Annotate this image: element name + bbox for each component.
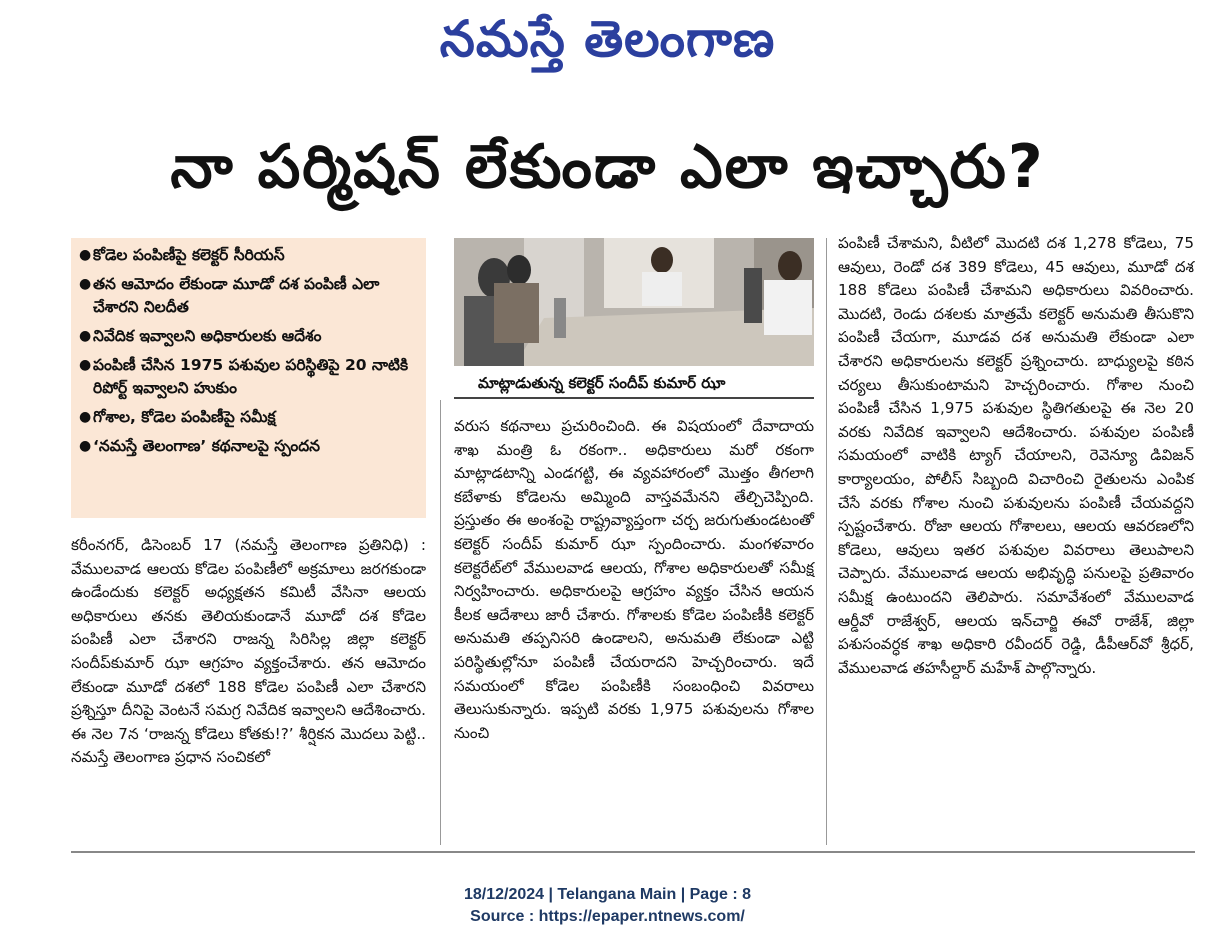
footer-source-line: Source : https://epaper.ntnews.com/ bbox=[470, 908, 745, 925]
highlight-item bbox=[79, 435, 418, 458]
highlight-item bbox=[79, 273, 418, 319]
news-photo bbox=[454, 238, 814, 366]
column-divider bbox=[826, 238, 827, 845]
article-column-3 bbox=[838, 232, 1194, 680]
bullet-icon: ● bbox=[79, 438, 92, 454]
article-column-1 bbox=[71, 534, 426, 770]
masthead-logo: నమస్తే తెలంగాణ bbox=[439, 10, 776, 68]
column-divider bbox=[440, 400, 441, 845]
highlight-item bbox=[79, 244, 418, 267]
page-bottom-rule bbox=[71, 851, 1195, 853]
highlight-text: కోడెల పంపిణీపై కలెక్టర్ సీరియస్ bbox=[93, 246, 285, 264]
highlight-text: ‘నమస్తే తెలంగాణ’ కథనాలపై స్పందన bbox=[93, 437, 321, 455]
article-text: కరీంనగర్, డిసెంబర్ 17 (నమస్తే తెలంగాణ ప్రతినిధి) : వేములవాడ ఆలయ కోడెల పంపిణీలో అక్రమాలు జరగకుండా ఉండేందుకు కలెక్టర్ అధ్యక్షతన కమిటీ వేసినా ఆలయ అధికారులు తనకు తెలియకుండానే మూడో దశ కోడెల పంపిణీ ఎలా చేశారని రాజన్న సిరిసిల్ల జిల్లా కలెక్టర్ సందీప్‌కుమార్ ఝా ఆగ్రహం వ్యక్తంచేశారు. తన ఆమోదం లేకుండా మూడో దశలో 188 కోడెల పంపిణీ ఎలా చేశారని ప్రశ్నిస్తూ దీనిపై వెంటనే సమగ్ర నివేదిక ఇవ్వాలని ఆదేశించారు. ఈ నెల 7న ‘రాజన్న కోడెలు కోతకు!?’ శీర్షికన మొదలు పెట్టి.. నమస్తే తెలంగాణ ప్రధాన సంచికలో bbox=[71, 536, 426, 767]
bullet-icon: ● bbox=[79, 276, 92, 292]
highlight-text: గోశాల, కోడెల పంపిణీపై సమీక్ష bbox=[93, 408, 276, 426]
bullet-icon: ● bbox=[79, 328, 92, 344]
highlight-item bbox=[79, 325, 418, 348]
highlight-text: నివేదిక ఇవ్వాలని అధికారులకు ఆదేశం bbox=[93, 327, 322, 345]
highlight-text: పంపిణీ చేసిన 1975 పశువుల పరిస్థితిపై 20 నాటికి రిపోర్ట్ ఇవ్వాలని హుకుం bbox=[93, 356, 409, 397]
caption-divider bbox=[454, 397, 814, 399]
headline: నా పర్మిషన్ లేకుండా ఎలా ఇచ్చారు? bbox=[170, 132, 1045, 202]
article-column-2 bbox=[454, 415, 814, 745]
bullet-icon: ● bbox=[79, 247, 92, 263]
highlights-box bbox=[71, 238, 426, 518]
highlight-item bbox=[79, 354, 418, 400]
highlight-item bbox=[79, 406, 418, 429]
bullet-icon: ● bbox=[79, 409, 92, 425]
article-text: పంపిణీ చేశామని, వీటిలో మొదటి దశ 1,278 కోడెలు, 75 ఆవులు, రెండో దశ 389 కోడెలు, 45 ఆవులు, మూడో దశ 188 కోడెలు పంపిణీ చేశామని అధికారులు వివరించారు. మొదటి, రెండు దశలకు మాత్రమే కలెక్టర్ అనుమతి తీసుకొని పంపిణీ చేయగా, మూడవ దశ అనుమతి లేకుండా ఎలా చేశారని అధికారులను కలెక్టర్ ప్రశ్నించారు. బాధ్యులపై కఠిన చర్యలు తీసుకుంటామని హెచ్చరించారు. గోశాల నుంచి పంపిణీ చేసిన 1,975 పశువుల స్థితిగతులపై ఈ నెల 20 వరకు నివేదిక ఇవ్వాలని ఆదేశించారు. పశువుల పంపిణీ సమయంలో వాటికి ట్యాగ్ చేయాలని, రెవెన్యూ డివిజన్ కార్యాలయం, పోలీస్ సిబ్బంది విచారించి రైతులను ఎంపిక చేసే వరకు గోశాల నుంచి పశువులను పంపిణీ చేయవద్దని స్పష్టంచేశారు. రోజా ఆలయ గోశాలలు, ఆలయ ఆవరణలోని కోడెలు, ఆవులు ఇతర పశువుల వివరాలు తెలుపాలని చెప్పారు. వేములవాడ ఆలయ అభివృద్ధి పనులపై ప్రతివారం సమీక్ష ఉంటుందని తెలిపారు. సమావేశంలో వేములవాడ ఆర్డీవో రాజేశ్వర్, ఆలయ ఇన్‌చార్జి ఈవో రాజేశ్, జిల్లా పశుసంవర్ధక శాఖ అధికారి రవీందర్ రెడ్డి, డీపీఆర్‌వో శ్రీధర్, వేములవాడ తహసీల్దార్ మహేశ్ పాల్గొన్నారు. bbox=[838, 234, 1194, 677]
photo-caption: మాట్లాడుతున్న కలెక్టర్ సందీప్ కుమార్ ఝా bbox=[478, 374, 726, 392]
highlight-text: తన ఆమోదం లేకుండా మూడో దశ పంపిణీ ఎలా చేశారని నిలదీత bbox=[93, 275, 380, 316]
footer-date-line: 18/12/2024 | Telangana Main | Page : 8 bbox=[463, 886, 751, 903]
article-text: వరుస కథనాలు ప్రచురించింది. ఈ విషయంలో దేవాదాయ శాఖ మంత్రి ఓ రకంగా.. అధికారులు మరో రకంగా మాట్లాడటాన్ని ఎండగట్టి, ఈ వ్యవహారంలో మొత్తం తీగలాగి కబేళాకు కోడెలను అమ్మింది వాస్తవమేనని తేల్చిచెప్పింది. ప్రస్తుతం ఈ అంశంపై రాష్ట్రవ్యాప్తంగా చర్చ జరుగుతుండటంతో కలెక్టర్ సందీప్ కుమార్ ఝా స్పందించారు. మంగళవారం కలెక్టరేట్‌లో వేములవాడ ఆలయ, గోశాల అధికారులతో సమీక్ష నిర్వహించారు. అధికారులపై ఆగ్రహం వ్యక్తం చేసిన ఆయన కీలక ఆదేశాలు జారీ చేశారు. గోశాలకు కోడెల పంపిణీకి కలెక్టర్ అనుమతి తప్పనిసరి ఉండాలని, అనుమతి లేకుండా ఎట్టి పరిస్థితుల్లోనూ పంపిణీ చేయరాదని హెచ్చరించారు. ఇదే సమయంలో కోడెల పంపిణీకి సంబంధించి వివరాలు తెలుసుకున్నారు. ఇప్పటి వరకు 1,975 పశువులను గోశాల నుంచి bbox=[454, 417, 814, 742]
bullet-icon: ● bbox=[79, 357, 92, 373]
page-footer bbox=[0, 884, 1215, 928]
meeting-photo-illustration bbox=[454, 238, 814, 366]
